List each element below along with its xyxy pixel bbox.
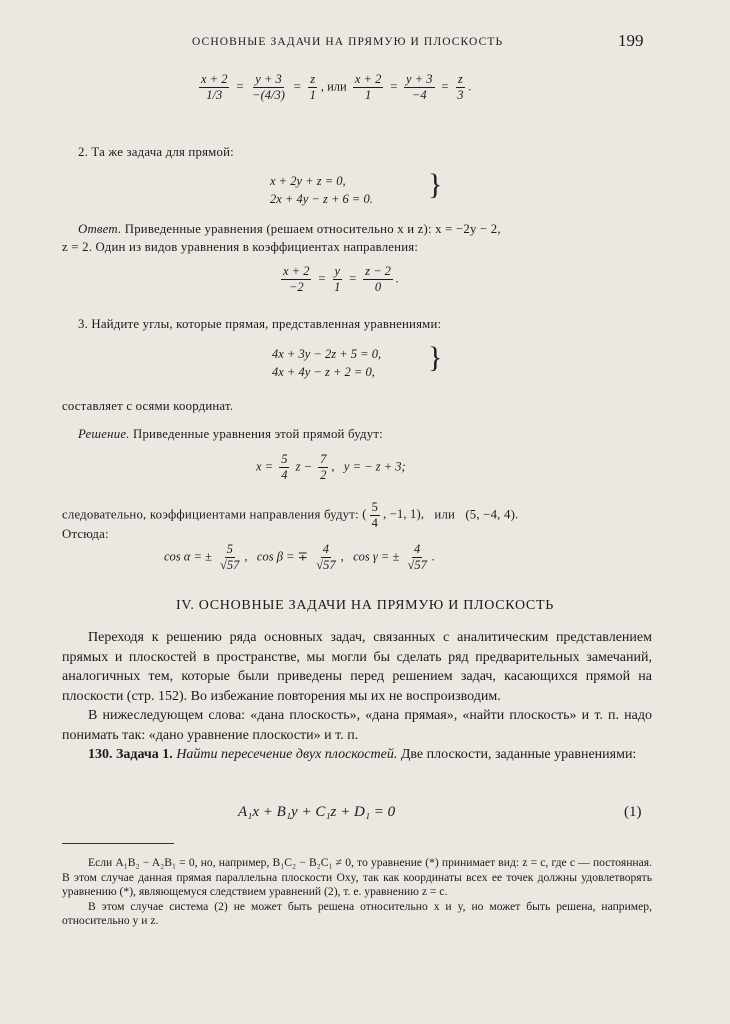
brace: } xyxy=(428,341,443,374)
page-number: 199 xyxy=(618,31,644,50)
fraction: $\frac{z}{1}$ xyxy=(309,72,316,102)
answer-line: Ответ. Приведенные уравнения (решаем относительно x и z): x = −2y − 2, xyxy=(78,222,501,236)
fraction: $\frac{y + 3}{-4}$ xyxy=(406,72,433,102)
text-line: составляет с осями координат. xyxy=(62,399,234,413)
footnote xyxy=(62,856,652,929)
fraction: $\frac{z - 2}{0}$ xyxy=(365,264,391,294)
footnote-paragraph: Если A₁B₂ − A₂B₁ = 0, но, например, B₁C₂ − B₂C₁ ≠ 0, то уравнение (*) принимает вид: z = c, где c — постоянная. В этом случае данная прямая параллельна плоскости Oxy, так как координаты всех ее точек должны удовлетворять уравнению (*), являющемуся следствием уравнений (2), т. е. уравнению z = c. xyxy=(62,856,652,899)
answer-line: z = 2. Один из видов уравнения в коэффициентах направления: xyxy=(62,240,419,254)
fraction: $\frac{x + 2}{1/3}$ xyxy=(201,72,228,102)
fraction: $\frac{x + 2}{-2}$ xyxy=(283,264,310,294)
footnote-paragraph: В этом случае система (2) не может быть решена относительно x и y, но может быть решена, например, относительно y и z. xyxy=(62,899,652,928)
section-heading: IV. ОСНОВНЫЕ ЗАДАЧИ НА ПРЯМУЮ И ПЛОСКОСТЬ xyxy=(176,598,554,613)
system-line: 4x + 3y − 2z + 5 = 0, xyxy=(272,347,382,361)
problem-3-statement: 3. Найдите углы, которые прямая, представленная уравнениями: xyxy=(78,317,442,331)
problem-2-statement: 2. Та же задача для прямой: xyxy=(78,145,234,159)
fraction: $\frac{y + 3}{-(4/3)}$ xyxy=(252,72,285,102)
canonical-equation: $\frac{x + 2}{-2}$ = $\frac{y}{1}$ = $\frac{z - 2}{0}$ . xyxy=(283,264,400,294)
fraction: $\frac{z}{3}$ xyxy=(457,72,464,102)
system-line: x + 2y + z = 0, xyxy=(270,174,346,188)
equation-number: (1) xyxy=(624,804,642,820)
coefficients-line: следовательно, коэффициентами направления будут: ( $\frac{5}{4}$ , −1, 1), или (5, −4, 4). xyxy=(62,500,519,530)
top-equation: $\frac{x + 2}{1/3}$ = $\frac{y + 3}{-(4/3)}$ = $\frac{z}{1}$ , или $\frac{x + 2}{1}$ = $\frac{y + 3}{-4}$ = $\frac{z}{3}$ . xyxy=(201,72,472,102)
hence-label: Отсюда: xyxy=(62,527,109,541)
system-line: 2x + 4y − z + 6 = 0. xyxy=(270,192,373,206)
direction-cosines: cos α = ± $\frac{5}{√57}$ , cos β = ∓ $\frac{4}{√57}$ , cos γ = ± $\frac{4}{√57}$ . xyxy=(164,542,435,572)
brace: } xyxy=(428,168,443,201)
solution-line: Решение. Приведенные уравнения этой прямой будут: xyxy=(78,427,383,441)
fraction: $\frac{4}{√57}$ xyxy=(407,542,427,572)
fraction: $\frac{y}{1}$ xyxy=(334,264,341,294)
problem-130: 130. Задача 1. Найти пересечение двух плоскостей. Две плоскости, заданные уравнениями: xyxy=(88,747,637,762)
body-text xyxy=(62,628,652,765)
footnote-divider xyxy=(62,843,174,844)
reduced-equations: x = $\frac{5}{4}$ z − $\frac{7}{2}$ , y = − z + 3; xyxy=(256,452,406,482)
paragraph: В нижеследующем слова: «дана плоскость», «дана прямая», «найти плоскость» и т. п. надо понимать так: «дано уравнение плоскости» и т. п. xyxy=(62,708,652,743)
fraction: $\frac{4}{√57}$ xyxy=(316,542,336,572)
main-equation: A₁x + B₁y + C₁z + D₁ = 0 xyxy=(238,804,396,820)
fraction: $\frac{x + 2}{1}$ xyxy=(354,72,382,102)
fraction: $\frac{5}{4}$ xyxy=(371,500,379,530)
fraction: $\frac{5}{4}$ xyxy=(281,452,288,482)
system-line: 4x + 4y − z + 2 = 0, xyxy=(272,365,375,379)
fraction: $\frac{5}{√57}$ xyxy=(220,542,240,572)
fraction: $\frac{7}{2}$ xyxy=(320,452,327,482)
paragraph: Переходя к решению ряда основных задач, связанных с аналитическим представлением прямых и плоскостей в пространстве, мы могли бы сделать ряд предварительных замечаний, аналогичных тем, которые были приведены перед решением задач, касающихся прямой на плоскости (стр. 152). Во избежание повторения мы их не воспроизводим. xyxy=(62,630,652,704)
running-head: ОСНОВНЫЕ ЗАДАЧИ НА ПРЯМУЮ И ПЛОСКОСТЬ xyxy=(192,36,504,48)
